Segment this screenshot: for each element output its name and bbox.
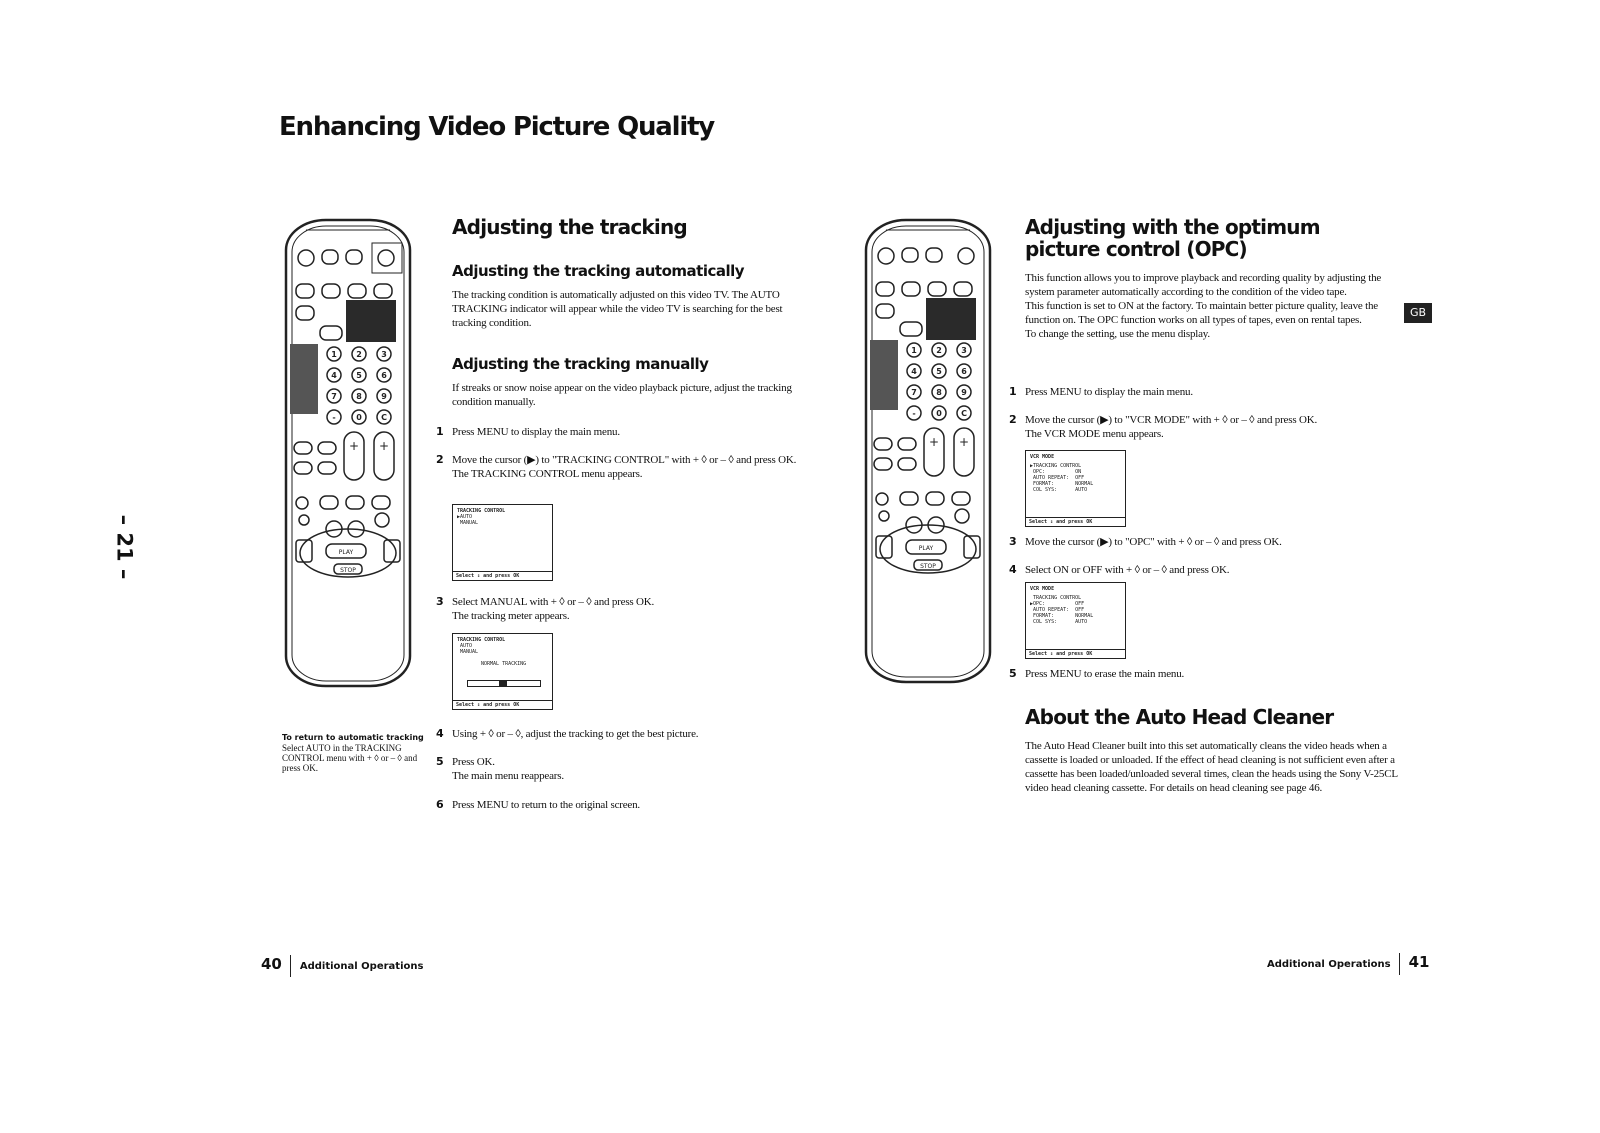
text-tracking-manual: If streaks or snow noise appear on the video playback picture, adjust the tracking condition manually. [452,382,792,408]
svg-text:+: + [378,439,390,453]
svg-text:PLAY: PLAY [918,545,934,552]
svg-text:9: 9 [961,388,967,397]
right-step-2: 2 Move the cursor (▶) to "VCR MODE" with + ◊ or – ◊ and press OK. The VCR MODE menu appears. [1009,413,1317,440]
svg-text:C: C [961,409,967,418]
language-badge-gb: GB [1404,303,1432,323]
right-step-3: 3 Move the cursor (▶) to "OPC" with + ◊ or – ◊ and press OK. [1009,535,1282,548]
text-tracking-auto: The tracking condition is automatically adjusted on this video TV. The AUTO TRACKING indicator will appear while the video TV is searching for the best tracking condition. [452,289,783,329]
svg-text:2: 2 [936,346,942,355]
section-title-auto-head-cleaner: About the Auto Head Cleaner [1025,705,1334,729]
svg-text:4: 4 [911,367,917,376]
remote-stop-label: STOP [340,567,356,574]
heading-tracking-auto: Adjusting the tracking automatically [452,262,745,280]
remote-control-illustration-right [862,218,994,688]
remote-key-7: 7 [331,392,337,401]
page-number-40: 40 [261,955,282,973]
svg-text:+: + [928,435,940,449]
vcr-mode-menu-1: VCR MODE ▶TRACKING CONTROL OPC: ON AUTO REPEAT: OFF FORMAT: NORMAL COL SYS: AUTO Select ⇕ and press OK [1025,450,1126,527]
svg-text:5: 5 [936,367,942,376]
svg-text:6: 6 [961,367,967,376]
left-step-1: 1 Press MENU to display the main menu. [436,425,620,438]
left-step-2: 2 Move the cursor (▶) to "TRACKING CONTROL" with + ◊ or – ◊ and press OK. The TRACKING CONTROL menu appears. [436,453,797,480]
svg-text:7: 7 [911,388,917,397]
page-title: Enhancing Video Picture Quality [279,112,715,142]
right-step-5: 5 Press MENU to erase the main menu. [1009,667,1185,680]
svg-text:3: 3 [961,346,967,355]
remote-key-2: 2 [356,350,362,359]
right-step-1: 1 Press MENU to display the main menu. [1009,385,1193,398]
remote-key-1: 1 [331,350,337,359]
right-step-4: 4 Select ON or OFF with + ◊ or – ◊ and press OK. [1009,563,1230,576]
remote-key-0: 0 [356,413,362,422]
svg-text:1: 1 [911,346,917,355]
side-page-number: – 21 – [112,514,137,580]
footer-label-left: Additional Operations [299,961,424,972]
remote-key-3: 3 [381,350,387,359]
left-step-5: 5 Press OK. The main menu reappears. [436,755,564,782]
section-title-opc: Adjusting with the optimum picture control (OPC) [1025,215,1320,261]
remote-key-4: 4 [331,371,337,380]
remote-key-8: 8 [356,392,362,401]
footer-left [261,955,423,977]
left-step-4: 4 Using + ◊ or – ◊, adjust the tracking to get the best picture. [436,727,699,740]
remote-key-5: 5 [356,371,362,380]
svg-text:8: 8 [936,388,942,397]
remote-play-label: PLAY [338,549,354,556]
left-step-3: 3 Select MANUAL with + ◊ or – ◊ and press OK. The tracking meter appears. [436,595,655,622]
svg-text:+: + [958,435,970,449]
svg-text:STOP: STOP [920,563,936,570]
svg-text:0: 0 [936,409,942,418]
text-auto-head-cleaner: The Auto Head Cleaner built into this set automatically cleans the video heads when a cassette is loaded or unloaded. If the effect of head cleaning is not sufficient even after a cassette has been loaded/unloaded several times, clean the heads using the Sony V-25CL video head cleaning cassette. For details on head cleaning see page 46. [1025,740,1398,794]
text-opc-intro: This function allows you to improve playback and recording quality by adjusting the system parameter automatically according to the condition of the video tape. This function is set to ON at the factory. To maintain better picture quality, leave the function on. The OPC function works on all types of tapes, even on rental tapes. To change the setting, use the menu display. [1025,272,1382,340]
remote-key-dash: - [332,413,336,422]
remote-key-9: 9 [381,392,387,401]
footer-right [1267,953,1429,975]
tracking-meter-marker [499,680,507,687]
svg-text:+: + [348,439,360,453]
section-title-tracking: Adjusting the tracking [452,215,687,239]
heading-tracking-manual: Adjusting the tracking manually [452,355,709,373]
vcr-mode-menu-2: VCR MODE TRACKING CONTROL ▶OPC: OFF AUTO REPEAT: OFF FORMAT: NORMAL COL SYS: AUTO Select ⇕ and press OK [1025,582,1126,659]
remote-control-illustration-left [282,218,414,693]
note-return-auto-tracking: To return to automatic tracking Select AUTO in the TRACKING CONTROL menu with + ◊ or – ◊ and press OK. [282,733,424,773]
page-number-41: 41 [1408,953,1430,971]
remote-key-c: C [381,413,387,422]
tracking-meter-menu: TRACKING CONTROL AUTO MANUAL NORMAL TRACKING Select ⇕ and press OK [452,633,553,710]
tracking-control-menu-1: TRACKING CONTROL ▶AUTO MANUAL Select ⇕ and press OK [452,504,553,581]
svg-text:-: - [912,409,916,418]
remote-key-6: 6 [381,371,387,380]
footer-label-right: Additional Operations [1267,959,1391,970]
left-step-6: 6 Press MENU to return to the original screen. [436,798,640,811]
